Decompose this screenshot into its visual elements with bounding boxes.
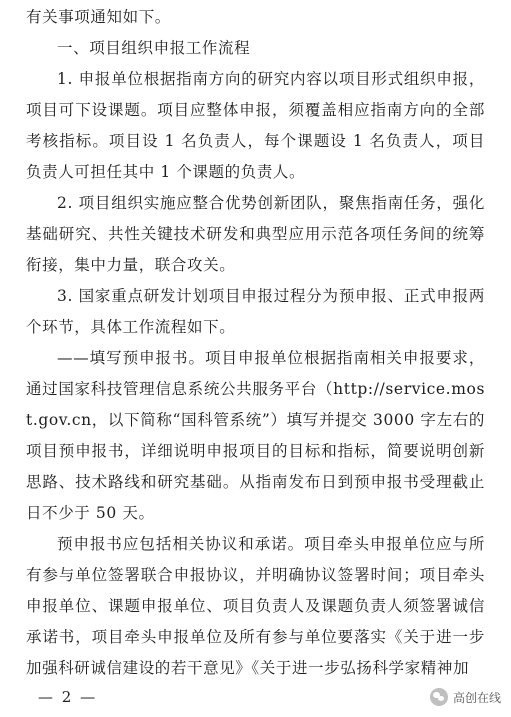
page-number: — 2 — [38, 688, 98, 706]
section-heading: 一、项目组织申报工作流程 [57, 39, 251, 57]
paragraph-item-2: 2. 项目组织实施应整合优势创新团队，聚焦指南任务，强化基础研究、共性关键技术研发和典型应用示范各项任务间的统筹衔接，集中力量，联合攻关。 [26, 194, 485, 274]
wechat-icon [430, 688, 448, 706]
paragraph-agreements: 预申报书应包括相关协议和承诺。项目牵头申报单位应与所有参与单位签署联合申报协议，并明确协议签署时间；项目牵头申报单位、课题申报单位、项目负责人及课题负责人须签署诚信承诺书，项目牵头申报单位及所有参与单位要落实《关于进一步加强科研诚信建设的若干意见》《关于进一步弘扬科学家精神加 [26, 535, 485, 677]
intro-line: 有关事项通知如下。 [26, 8, 171, 26]
watermark-label: 高创在线 [452, 690, 501, 705]
paragraph-item-1: 1. 申报单位根据指南方向的研究内容以项目形式组织申报，项目可下设课题。项目应整体申报，须覆盖相应指南方向的全部考核指标。项目设 1 名负责人，每个课题设 1 名负责人，项目负责人可担任其中 1 个课题的负责人。 [26, 70, 485, 181]
paragraph-item-3: 3. 国家重点研发计划项目申报过程分为预申报、正式申报两个环节，具体工作流程如下。 [26, 287, 485, 336]
watermark [430, 688, 501, 706]
paragraph-preapplication: ——填写预申报书。项目申报单位根据指南相关申报要求，通过国家科技管理信息系统公共服务平台（http://service.most.gov.cn，以下简称“国科管系统”）填写并提交 3000 字左右的项目预申报书，详细说明申报项目的目标和指标，简要说明创新思路、技术路线和研究基础。从指南发布日到预申报书受理截止日不少于 50 天。 [26, 349, 485, 522]
